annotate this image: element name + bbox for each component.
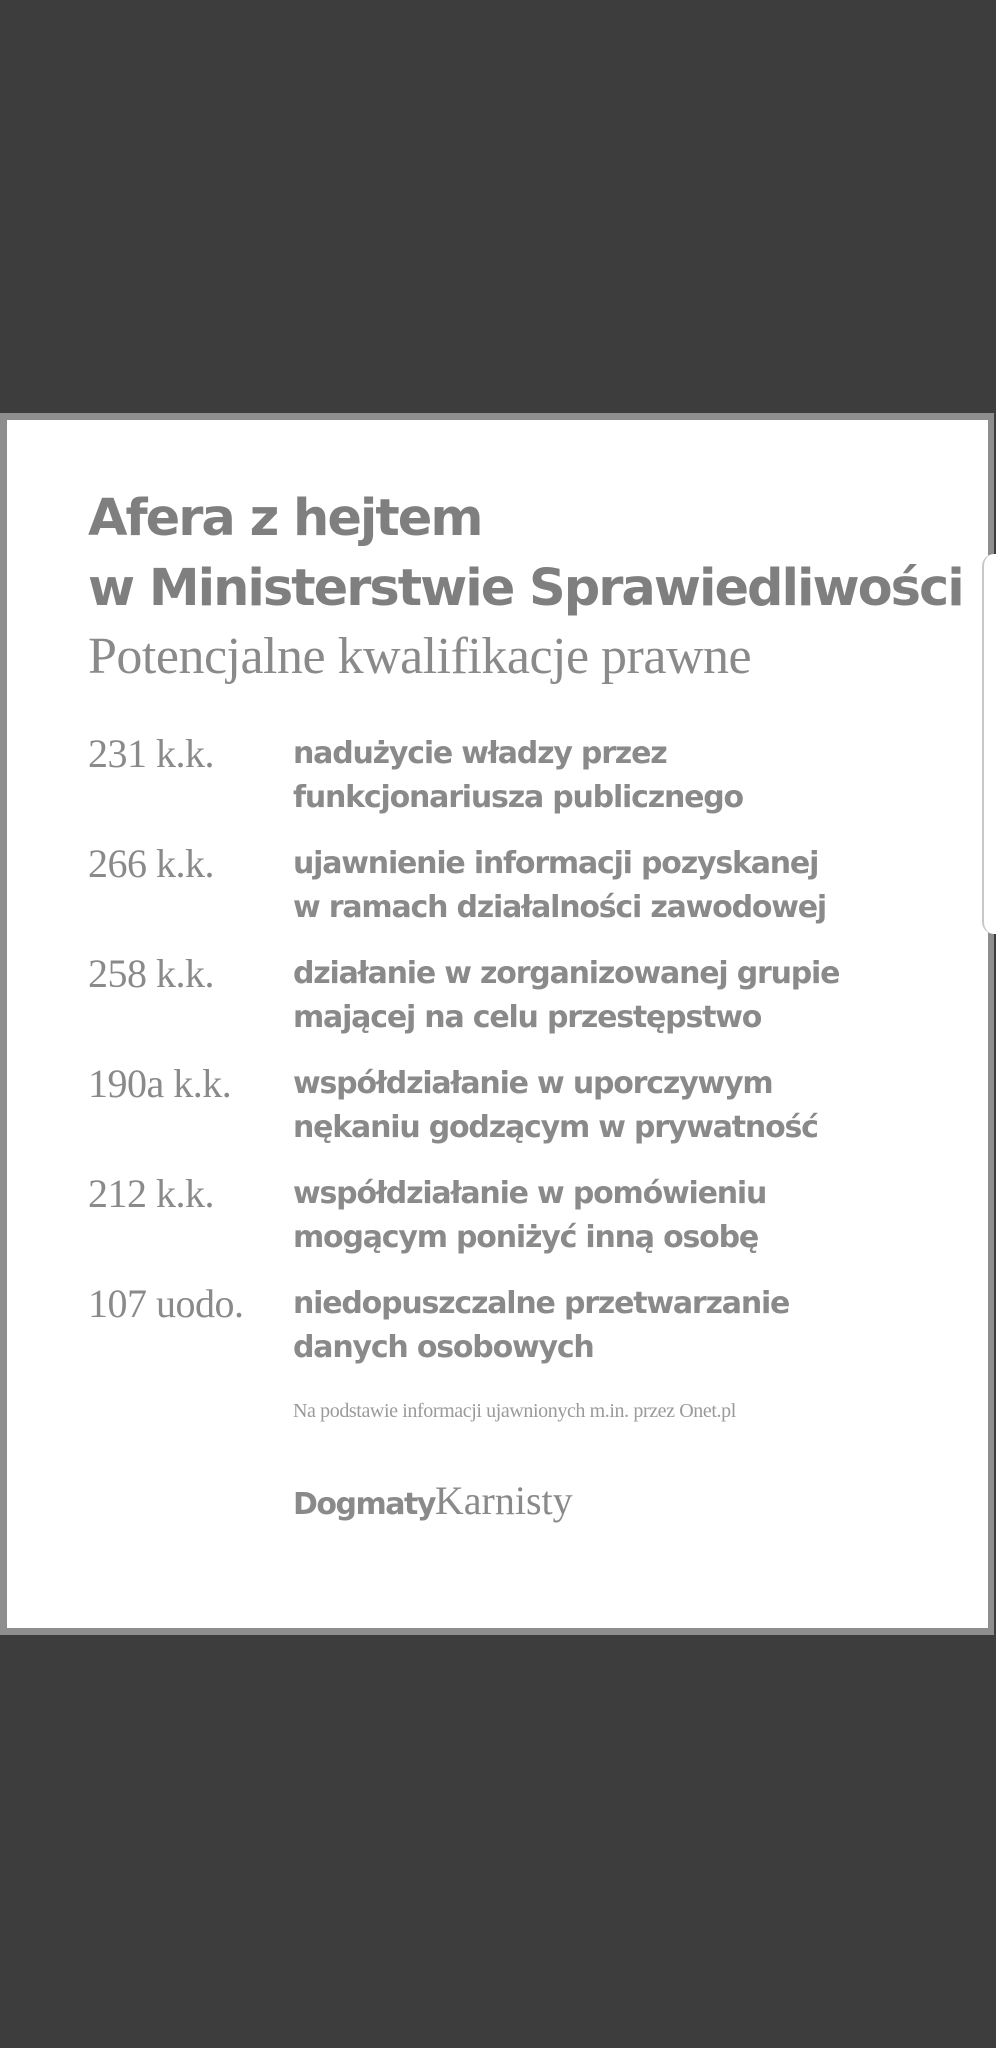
qualification-list	[88, 732, 968, 1392]
list-item	[88, 952, 968, 1062]
article-code: 212 k.k.	[88, 1171, 214, 1216]
article-code: 266 k.k.	[88, 841, 214, 886]
description-line-1: działanie w zorganizowanej grupie	[293, 956, 840, 991]
list-item	[88, 1172, 968, 1282]
article-code: 258 k.k.	[88, 951, 214, 996]
subtitle: Potencjalne kwalifikacje prawne	[88, 628, 752, 685]
list-item	[88, 1062, 968, 1172]
article-code: 190a k.k.	[88, 1061, 232, 1106]
brand-name-light: Karnisty	[434, 1478, 573, 1523]
description-line-1: niedopuszczalne przetwarzanie	[293, 1286, 790, 1321]
article-description	[293, 1172, 893, 1260]
description-line-1: współdziałanie w uporczywym	[293, 1066, 773, 1101]
description-line-1: ujawnienie informacji pozyskanej	[293, 846, 819, 881]
description-line-2: nękaniu godzącym w prywatność	[293, 1110, 818, 1145]
list-item	[88, 842, 968, 952]
article-code: 107 uodo.	[88, 1281, 244, 1326]
title-line-2: w Ministerstwie Sprawiedliwości	[88, 559, 963, 618]
description-line-2: mogącym poniżyć inną osobę	[293, 1220, 758, 1255]
description-line-2: danych osobowych	[293, 1330, 594, 1365]
description-line-1: współdziałanie w pomówieniu	[293, 1176, 767, 1211]
description-line-2: w ramach działalności zawodowej	[293, 890, 827, 925]
article-description	[293, 1282, 893, 1370]
article-description	[293, 952, 893, 1040]
source-note: Na podstawie informacji ujawnionych m.in. przez Onet.pl	[293, 1400, 736, 1422]
brand-name-bold: Dogmaty	[293, 1487, 435, 1522]
description-line-1: nadużycie władzy przez	[293, 736, 667, 771]
infographic-content	[88, 484, 968, 1527]
article-description	[293, 1062, 893, 1150]
list-item	[88, 732, 968, 842]
infographic-card	[0, 413, 994, 1635]
title-line-1: Afera z hejtem	[88, 489, 482, 548]
article-description	[293, 842, 893, 930]
article-description	[293, 732, 893, 820]
edge-panel-handle[interactable]	[982, 554, 996, 934]
title	[88, 484, 968, 624]
list-item	[88, 1282, 968, 1392]
article-code: 231 k.k.	[88, 731, 214, 776]
description-line-2: mającej na celu przestępstwo	[293, 1000, 762, 1035]
brand-logo	[293, 1479, 968, 1527]
description-line-2: funkcjonariusza publicznego	[293, 780, 743, 815]
